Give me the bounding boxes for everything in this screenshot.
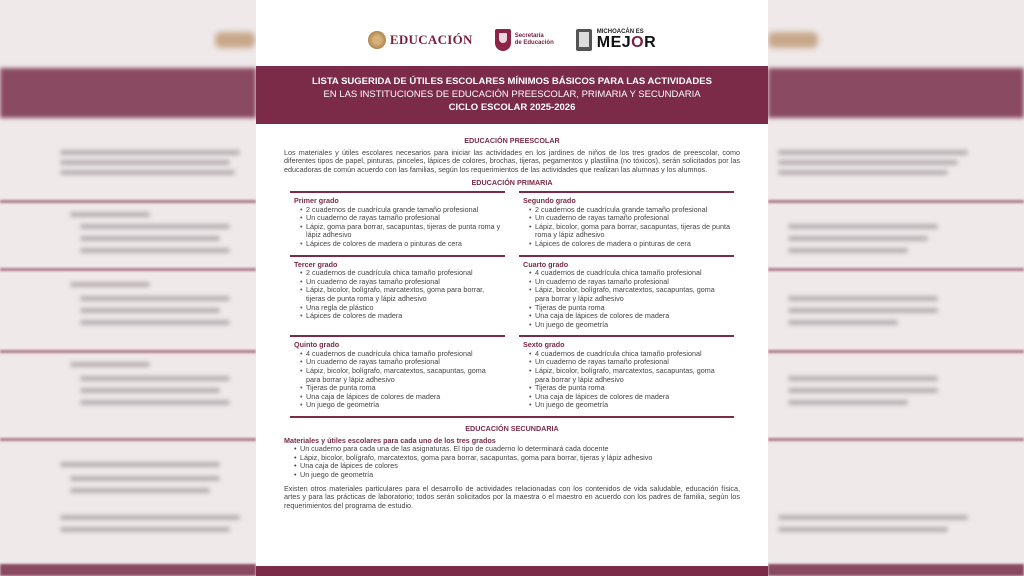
list-item: • Un cuaderno de rayas tamaño profesional bbox=[529, 278, 730, 287]
list-item: • Lápices de colores de madera o pinturas de cera bbox=[300, 240, 501, 249]
list-item: • Lápiz, bicolor, goma para borrar, sacapuntas, tijeras de punta roma y lápiz adhesivo bbox=[529, 223, 730, 240]
list-item: • 2 cuadernos de cuadrícula grande tamaño profesional bbox=[300, 206, 501, 215]
list-item: • Tijeras de punta roma bbox=[300, 384, 501, 393]
list-item: • Tijeras de punta roma bbox=[529, 304, 730, 313]
blurred-text-line bbox=[788, 308, 938, 313]
blurred-text-line bbox=[60, 515, 240, 520]
blurred-text-line bbox=[80, 388, 220, 393]
blurred-divider bbox=[0, 200, 256, 203]
blurred-text-line bbox=[60, 160, 230, 165]
list-item: • 4 cuadernos de cuadrícula chica tamaño profesional bbox=[529, 269, 730, 278]
educacion-logo bbox=[368, 31, 473, 49]
grade-items bbox=[294, 269, 501, 321]
blurred-text-line bbox=[60, 150, 240, 155]
list-item: • 4 cuadernos de cuadrícula chica tamaño profesional bbox=[300, 350, 501, 359]
list-item: • Un cuaderno de rayas tamaño profesional bbox=[300, 358, 501, 367]
grade-items bbox=[523, 350, 730, 410]
blurred-divider bbox=[768, 268, 1024, 271]
blurred-text-line bbox=[80, 400, 230, 405]
blurred-divider bbox=[768, 438, 1024, 441]
grade-items bbox=[523, 269, 730, 329]
blurred-text-line bbox=[788, 296, 938, 301]
header-title-line-1: LISTA SUGERIDA DE ÚTILES ESCOLARES MÍNIMOS BÁSICOS PARA LAS ACTIVIDADES bbox=[312, 76, 712, 87]
grade-title: Tercer grado bbox=[294, 259, 338, 269]
list-item: • Un juego de geometría bbox=[529, 401, 730, 410]
secretaria-logo bbox=[495, 29, 554, 51]
list-item: • Un cuaderno de rayas tamaño profesional bbox=[529, 358, 730, 367]
list-item: • Un juego de geometría bbox=[529, 321, 730, 330]
primaria-grades-grid bbox=[290, 191, 734, 416]
blurred-text-line bbox=[788, 376, 938, 381]
blurred-footer-band bbox=[0, 564, 256, 576]
grade-block bbox=[290, 335, 505, 416]
list-item: • Lápiz, goma para borrar, sacapuntas, tijeras de punta roma y lápiz adhesivo bbox=[300, 223, 501, 240]
blurred-text-line bbox=[778, 150, 968, 155]
blurred-text-line bbox=[788, 320, 898, 325]
grade-block bbox=[519, 255, 734, 336]
blurred-divider bbox=[0, 438, 256, 441]
state-shield-icon bbox=[495, 29, 511, 51]
list-item: • 4 cuadernos de cuadrícula chica tamaño profesional bbox=[529, 350, 730, 359]
list-item: • Una caja de lápices de colores de madera bbox=[529, 393, 730, 402]
grade-title: Sexto grado bbox=[523, 340, 565, 350]
list-item: • Lápiz, bicolor, bolígrafo, marcatextos, goma para borrar, sacapuntas, goma para borrar, tijeras y lápiz adhesivo bbox=[294, 454, 740, 463]
blurred-divider bbox=[768, 200, 1024, 203]
blurred-text-line bbox=[80, 296, 230, 301]
blurred-text-line bbox=[70, 282, 150, 287]
blurred-logo bbox=[215, 32, 255, 48]
grade-title: Quinto grado bbox=[294, 340, 340, 350]
grade-items bbox=[294, 350, 501, 410]
list-item: • Lápiz, bicolor, bolígrafo, marcatextos, sacapuntas, goma para borrar y lápiz adhesivo bbox=[529, 286, 730, 303]
blurred-text-line bbox=[778, 170, 948, 175]
grade-items bbox=[294, 206, 501, 249]
list-item: • Lápices de colores de madera bbox=[300, 312, 501, 321]
list-item: • Lápiz, bicolor, bolígrafo, marcatextos, goma para borrar, tijeras de punta roma y lápiz adhesivo bbox=[300, 286, 501, 303]
document-header bbox=[256, 66, 768, 124]
list-item: • Lápiz, bicolor, bolígrafo, marcatextos, sacapuntas, goma para borrar y lápiz adhesivo bbox=[300, 367, 501, 384]
blurred-text-line bbox=[60, 527, 230, 532]
blurred-text-line bbox=[80, 236, 220, 241]
list-item: • Lápiz, bicolor, bolígrafo, marcatextos, sacapuntas, goma para borrar y lápiz adhesivo bbox=[529, 367, 730, 384]
michoacan-crest-icon bbox=[576, 29, 592, 51]
blurred-text-line bbox=[60, 170, 235, 175]
blurred-background-right bbox=[768, 0, 1024, 576]
grade-title: Segundo grado bbox=[523, 195, 576, 205]
blurred-text-line bbox=[80, 376, 230, 381]
grade-title: Primer grado bbox=[294, 195, 339, 205]
secundaria-items bbox=[284, 445, 740, 479]
blurred-logo bbox=[768, 32, 818, 48]
document-footer-band bbox=[256, 566, 768, 576]
blurred-text-line bbox=[80, 308, 220, 313]
list-item: • Una caja de lápices de colores bbox=[294, 462, 740, 471]
list-item: • Una caja de lápices de colores de madera bbox=[300, 393, 501, 402]
document-content bbox=[284, 134, 740, 510]
blurred-text-line bbox=[778, 160, 958, 165]
blurred-footer-band bbox=[768, 564, 1024, 576]
list-item: • Lápices de colores de madera o pinturas de cera bbox=[529, 240, 730, 249]
primaria-bottom-rule bbox=[290, 416, 734, 418]
list-item: • Tijeras de punta roma bbox=[529, 384, 730, 393]
grade-items bbox=[523, 206, 730, 249]
blurred-divider bbox=[768, 350, 1024, 353]
michoacan-big-text: MEJOR bbox=[596, 34, 657, 51]
blurred-header-band bbox=[768, 68, 1024, 118]
secretaria-line-2: de Educación bbox=[514, 40, 554, 46]
list-item: • 2 cuadernos de cuadrícula grande tamaño profesional bbox=[529, 206, 730, 215]
header-title-line-2: EN LAS INSTITUCIONES DE EDUCACIÓN PREESCOLAR, PRIMARIA Y SECUNDARIA bbox=[323, 89, 701, 100]
secundaria-note: Existen otros materiales particulares para el desarrollo de actividades relacionadas con los contenidos de vida saludable, educación física, artes y para las prácticas de laboratorio; todos serán solicitados por la maestra o el maestro en acuerdo con los padres de familia, según los requerimientos del programa de estudio. bbox=[284, 483, 740, 510]
blurred-text-line bbox=[60, 462, 220, 467]
preescolar-paragraph: Los materiales y útiles escolares necesarios para iniciar las actividades en los jardines de niños de los tres grados de preescolar, como diferentes tipos de papel, pinturas, pinceles, lápices de colores, brochas, tijeras, pegamentos y plastilina (no tóxicos), serán solicitados por las educadoras de común acuerdo con las familias, según los requerimientos de las actividades que realizan las alumnas y los alumnos. bbox=[284, 147, 740, 174]
blurred-divider bbox=[0, 268, 256, 271]
national-seal-icon bbox=[368, 31, 386, 49]
blurred-text-line bbox=[70, 476, 220, 481]
blurred-text-line bbox=[80, 224, 230, 229]
blurred-text-line bbox=[80, 320, 230, 325]
blurred-text-line bbox=[778, 527, 948, 532]
blurred-divider bbox=[0, 350, 256, 353]
secundaria-title: EDUCACIÓN SECUNDARIA bbox=[465, 424, 559, 434]
blurred-text-line bbox=[788, 400, 908, 405]
preescolar-title: EDUCACIÓN PREESCOLAR bbox=[464, 136, 560, 145]
grade-block bbox=[519, 191, 734, 255]
grade-block bbox=[519, 335, 734, 416]
list-item: • 2 cuadernos de cuadrícula chica tamaño profesional bbox=[300, 269, 501, 278]
blurred-header-band bbox=[0, 68, 256, 118]
list-item: • Un cuaderno de rayas tamaño profesional bbox=[300, 214, 501, 223]
blurred-text-line bbox=[778, 515, 968, 520]
document-page bbox=[256, 0, 768, 576]
primaria-title: EDUCACIÓN PRIMARIA bbox=[471, 178, 553, 188]
blurred-text-line bbox=[70, 362, 150, 367]
blurred-text-line bbox=[70, 212, 150, 217]
blurred-text-line bbox=[788, 248, 908, 253]
list-item: • Una caja de lápices de colores de madera bbox=[529, 312, 730, 321]
blurred-background-left bbox=[0, 0, 256, 576]
blurred-text-line bbox=[70, 488, 210, 493]
blurred-text-line bbox=[788, 224, 938, 229]
logo-bar bbox=[256, 20, 768, 60]
blurred-text-line bbox=[788, 388, 938, 393]
list-item: • Un cuaderno para cada una de las asignaturas. El tipo de cuaderno lo determinará cada docente bbox=[294, 445, 740, 454]
blurred-text-line bbox=[80, 248, 230, 253]
grade-title: Cuarto grado bbox=[523, 259, 569, 269]
list-item: • Una regla de plástico bbox=[300, 304, 501, 313]
secretaria-line-1: Secretaría bbox=[514, 33, 544, 39]
grade-block bbox=[290, 191, 505, 255]
list-item: • Un juego de geometría bbox=[294, 471, 740, 480]
header-title-line-3: CICLO ESCOLAR 2025-2026 bbox=[448, 102, 576, 113]
secundaria-subtitle: Materiales y útiles escolares para cada uno de los tres grados bbox=[284, 435, 496, 445]
grade-block bbox=[290, 255, 505, 336]
list-item: • Un cuaderno de rayas tamaño profesional bbox=[300, 278, 501, 287]
michoacan-small-text: MICHOACÁN ES bbox=[596, 29, 644, 35]
michoacan-logo bbox=[576, 29, 656, 51]
blurred-text-line bbox=[788, 236, 928, 241]
list-item: • Un juego de geometría bbox=[300, 401, 501, 410]
educacion-logo-text: EDUCACIÓN bbox=[389, 32, 473, 47]
list-item: • Un cuaderno de rayas tamaño profesional bbox=[529, 214, 730, 223]
